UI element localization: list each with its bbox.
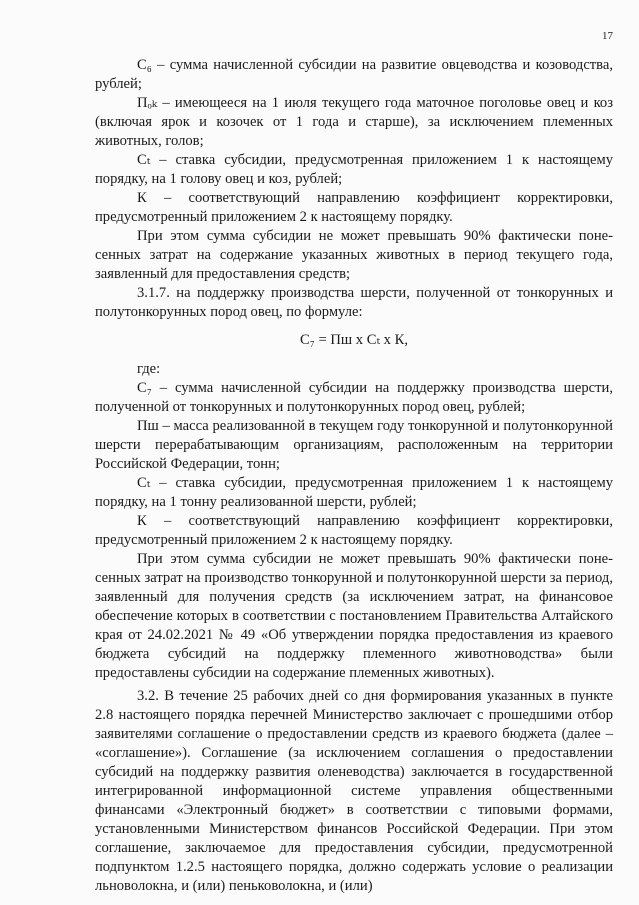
paragraph-ct-wool-definition: Сₜ – ставка субсидии, предусмотренная приложением 1 к настоящему порядку, на 1 тонну реализованной шерсти, рублей; [95,475,613,510]
paragraph-where: где: [137,361,161,377]
paragraph-3-1-7: 3.1.7. на поддержку производства шерсти, полученной от тонкорунных и полутонкорунных пород овец, по формуле: [95,285,613,320]
paragraph-psh-definition: Пш – масса реализованной в текущем году тонкорунной и полутонкорунной шерсти перерабатывающим организациям, расположенным на территории Российской Федерации, тонн; [95,418,613,472]
paragraph-pok-definition: Пₒₖ – имеющееся на 1 июля текущего года маточное поголовье овец и коз (включая ярок и козочек от 1 года и старше), за исключением племенных животных, голов; [95,95,613,149]
paragraph-k-wool-definition: К – соответствующий направлению коэффициент корректировки, предусмотренный приложением 2 к настоящему порядку. [95,513,613,548]
formula-c7: С₇ = Пш х Сₜ х К, [299,332,409,348]
page-number: 17 [602,30,613,42]
paragraph-limit-wool: При этом сумма субсидии не может превышать 90% фактически понесенных затрат на производство тонкорунной и полутонкорунной шерсти за период, заявленный для получения средств (за исключением затрат, на финансовое обеспечение которых в соответствии с постановлением Правительства Алтайского края от 24.02.2021 № 49 «Об утверждении порядка предоставления из краевого бюджета субсидий на поддержку племенного животноводства» были предоставлены субсидии на содержание племенных животных). [95,551,613,681]
paragraph-c7-definition: С₇ – сумма начисленной субсидии на поддержку производства шерсти, полученной от тонкорунных и полутонкорунных пород овец, рублей; [95,380,613,415]
document-body [95,56,613,896]
paragraph-3-2: 3.2. В течение 25 рабочих дней со дня формирования указанных в пункте 2.8 настоящего порядка перечней Министерство заключает с прошедшими отбор заявителями соглашение о предоставлении средств из краевого бюджета (далее – «соглашение»). Соглашение (за исключением соглашения о предоставлении субсидий на поддержку развития оленеводства) заключается в государственной интегрированной информационной системе управления общественными финансами «Электронный бюджет» в соответствии с типовыми формами, установленными Министерством финансов Российской Федерации. При этом соглашение, заключаемое для предоставления субсидии, предусмотренной подпунктом 1.2.5 настоящего порядка, должно содержать условие о реализации льноволокна, и (или) пеньковолокна, и (или) [95,688,613,894]
paragraph-c6-definition: С₆ – сумма начисленной субсидии на развитие овцеводства и козоводства, рублей; [95,57,613,92]
paragraph-limit-90-percent: При этом сумма субсидии не может превышать 90% фактически понесенных затрат на содержание указанных животных в период текущего года, заявленный для предоставления средств; [95,228,613,282]
paragraph-k-definition: К – соответствующий направлению коэффициент корректировки, предусмотренный приложением 2 к настоящему порядку. [95,190,613,225]
paragraph-ct-definition: Сₜ – ставка субсидии, предусмотренная приложением 1 к настоящему порядку, на 1 голову овец и коз, рублей; [95,152,613,187]
